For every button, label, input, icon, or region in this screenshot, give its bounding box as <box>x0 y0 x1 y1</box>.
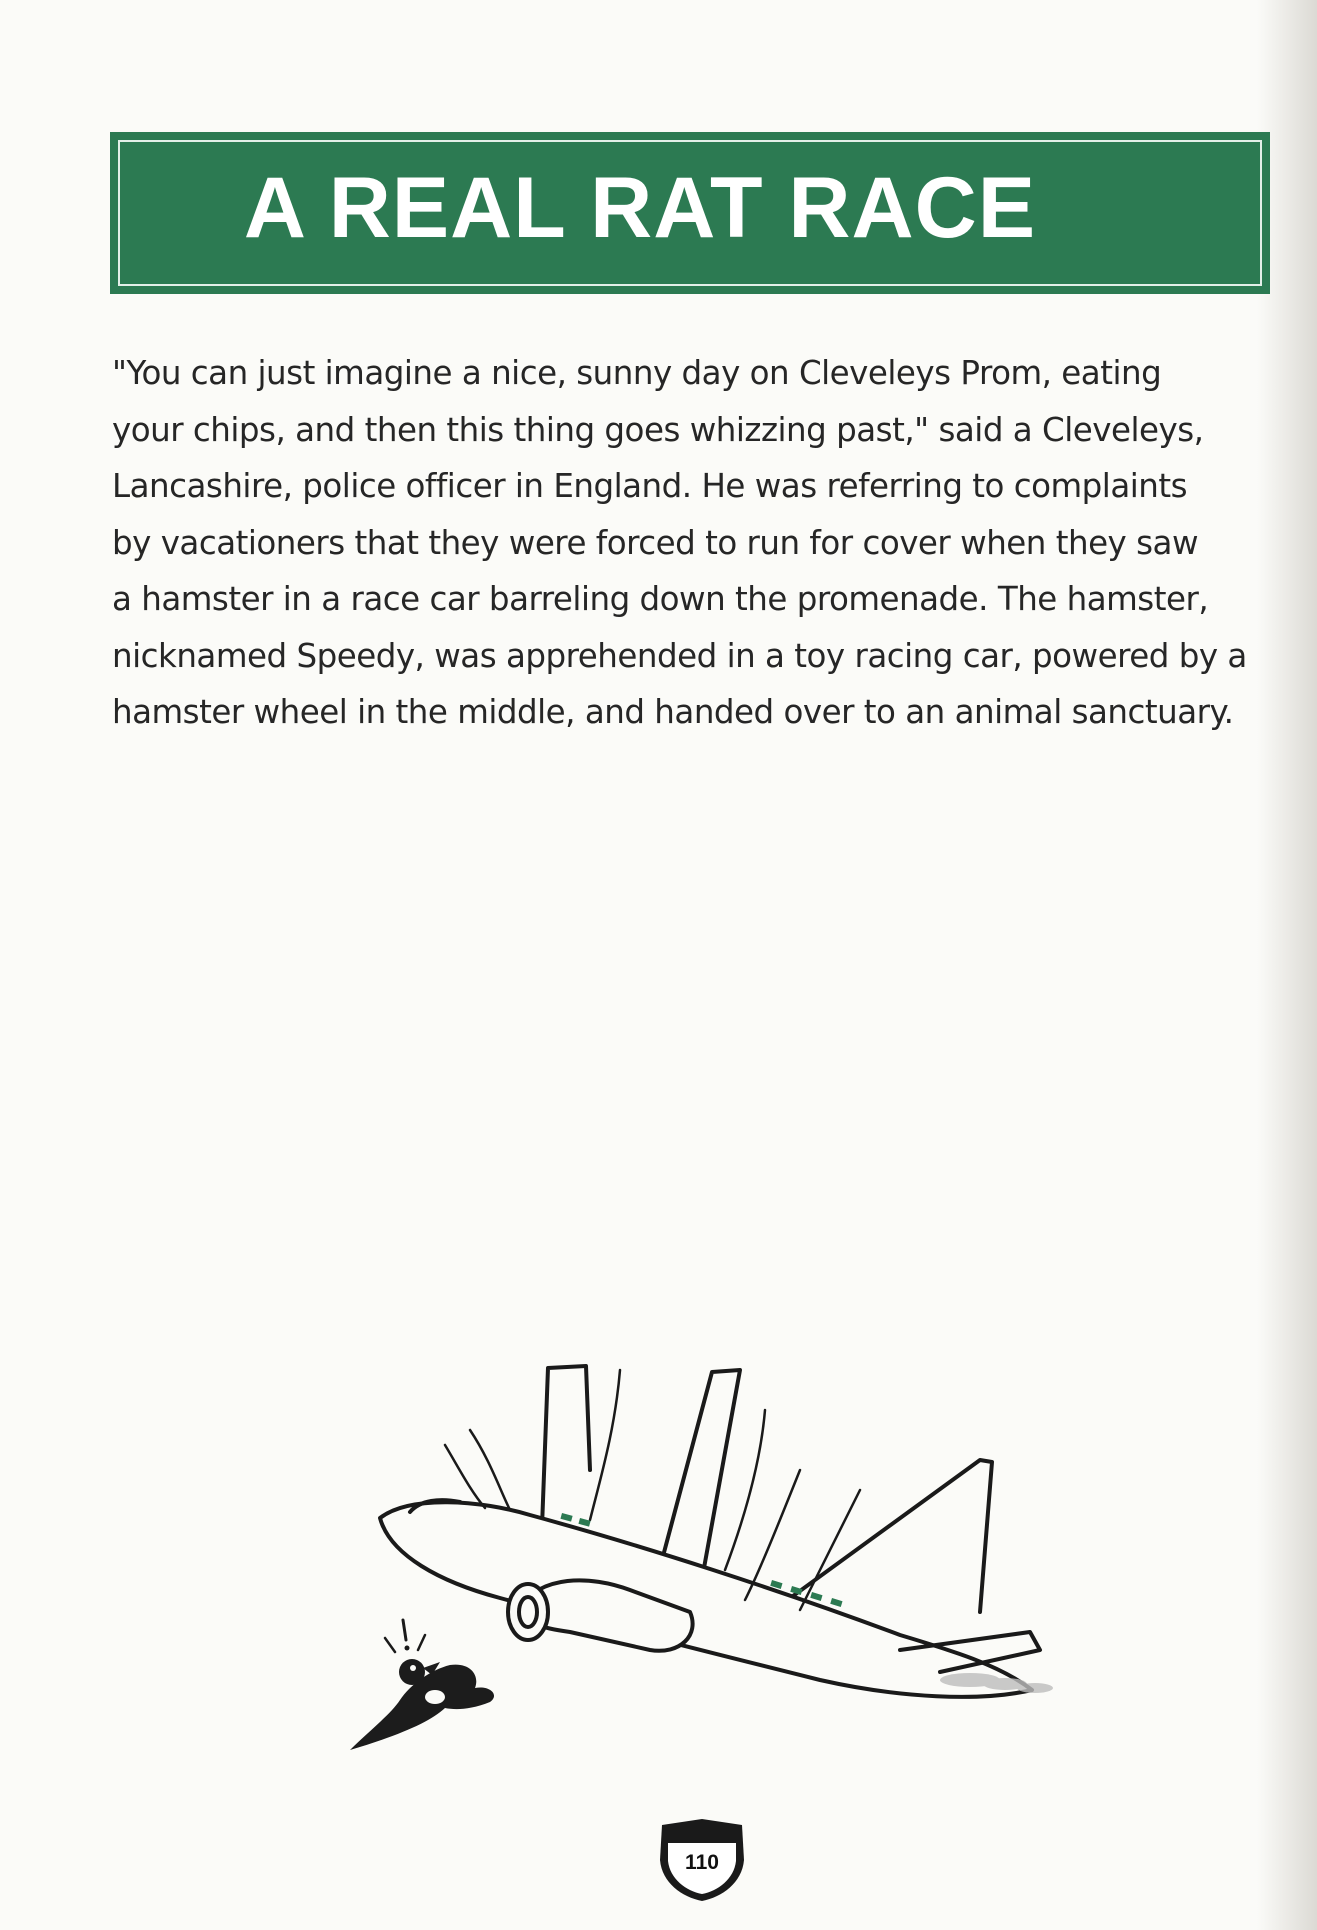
story-line: by vacationers that they were forced to run for cover when they saw <box>112 523 1199 562</box>
page-title: A REAL RAT RACE <box>243 160 1037 256</box>
story-line: your chips, and then this thing goes whizzing past," said a Cleveleys, <box>112 410 1204 449</box>
duck-icon <box>350 1620 494 1750</box>
story-paragraph <box>112 345 1277 741</box>
page-number-badge <box>652 1815 752 1905</box>
airplane-icon <box>380 1366 1040 1697</box>
title-banner <box>110 132 1270 294</box>
story-line: nicknamed Speedy, was apprehended in a toy racing car, powered by a <box>112 636 1247 675</box>
page-number: 110 <box>685 1851 719 1874</box>
story-line: "You can just imagine a nice, sunny day on Cleveleys Prom, eating <box>112 354 1162 392</box>
airplane-duck-illustration <box>340 1350 1100 1790</box>
story-line: a hamster in a race car barreling down the promenade. The hamster, <box>112 580 1209 618</box>
story-line: hamster wheel in the middle, and handed over to an animal sanctuary. <box>112 693 1234 731</box>
story-line: Lancashire, police officer in England. He was referring to complaints <box>112 467 1188 505</box>
